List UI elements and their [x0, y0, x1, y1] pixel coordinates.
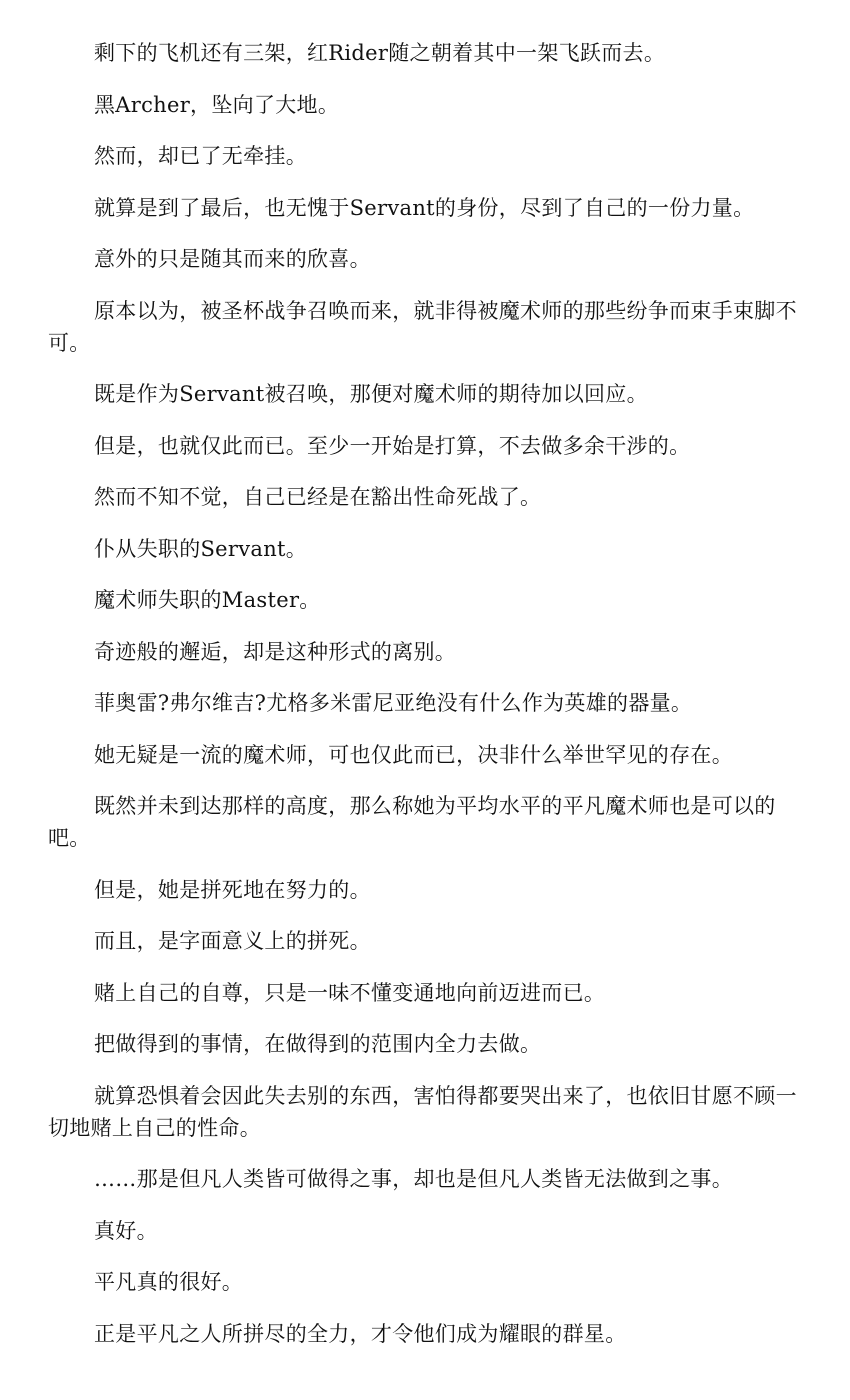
paragraph: 把做得到的事情，在做得到的范围内全力去做。	[94, 1032, 542, 1056]
paragraph: 然而，却已了无牵挂。	[94, 144, 307, 168]
paragraph: ……那是但凡人类皆可做得之事，却也是但凡人类皆无法做到之事。	[94, 1167, 733, 1191]
paragraph: 真好。	[94, 1218, 158, 1243]
paragraph: 就算是到了最后，也无愧于Servant的身份，尽到了自己的一份力量。	[94, 195, 755, 220]
paragraph: 既是作为Servant被召唤，那便对魔术师的期待加以回应。	[94, 382, 648, 406]
paragraph: 菲奥雷?弗尔维吉?尤格多米雷尼亚绝没有什么作为英雄的器量。	[94, 691, 693, 715]
paragraph: 意外的只是随其而来的欣喜。	[94, 247, 371, 271]
paragraph: 仆从失职的Servant。	[94, 536, 308, 561]
paragraph: 而且，是字面意义上的拼死。	[94, 929, 371, 953]
document-page	[48, 37, 808, 1369]
paragraph: 剩下的飞机还有三架，红Rider随之朝着其中一架飞跃而去。	[94, 41, 666, 65]
paragraph: 正是平凡之人所拼尽的全力，才令他们成为耀眼的群星。	[94, 1321, 627, 1346]
paragraph: 然而不知不觉，自己已经是在豁出性命死战了。	[94, 485, 542, 509]
paragraph: 平凡真的很好。	[94, 1270, 244, 1294]
paragraph: 但是，她是拼死地在努力的。	[94, 877, 371, 902]
paragraph: 她无疑是一流的魔术师，可也仅此而已，决非什么举世罕见的存在。	[94, 742, 733, 767]
paragraph: 赌上自己的自尊，只是一味不懂变通地向前迈进而已。	[94, 980, 606, 1005]
paragraph: 就算恐惧着会因此失去别的东西，害怕得都要哭出来了，也依旧甘愿不顾一切地赌上自己的性命。	[48, 1083, 797, 1140]
paragraph: 黑Archer，坠向了大地。	[94, 92, 340, 117]
paragraph: 既然并未到达那样的高度，那么称她为平均水平的平凡魔术师也是可以的吧。	[48, 794, 776, 850]
paragraph: 但是，也就仅此而已。至少一开始是打算，不去做多余干涉的。	[94, 433, 691, 458]
paragraph: 魔术师失职的Master。	[94, 588, 321, 612]
paragraph: 奇迹般的邂逅，却是这种形式的离别。	[94, 639, 457, 664]
paragraph: 原本以为，被圣杯战争召唤而来，就非得被魔术师的那些纷争而束手束脚不可。	[48, 298, 797, 355]
